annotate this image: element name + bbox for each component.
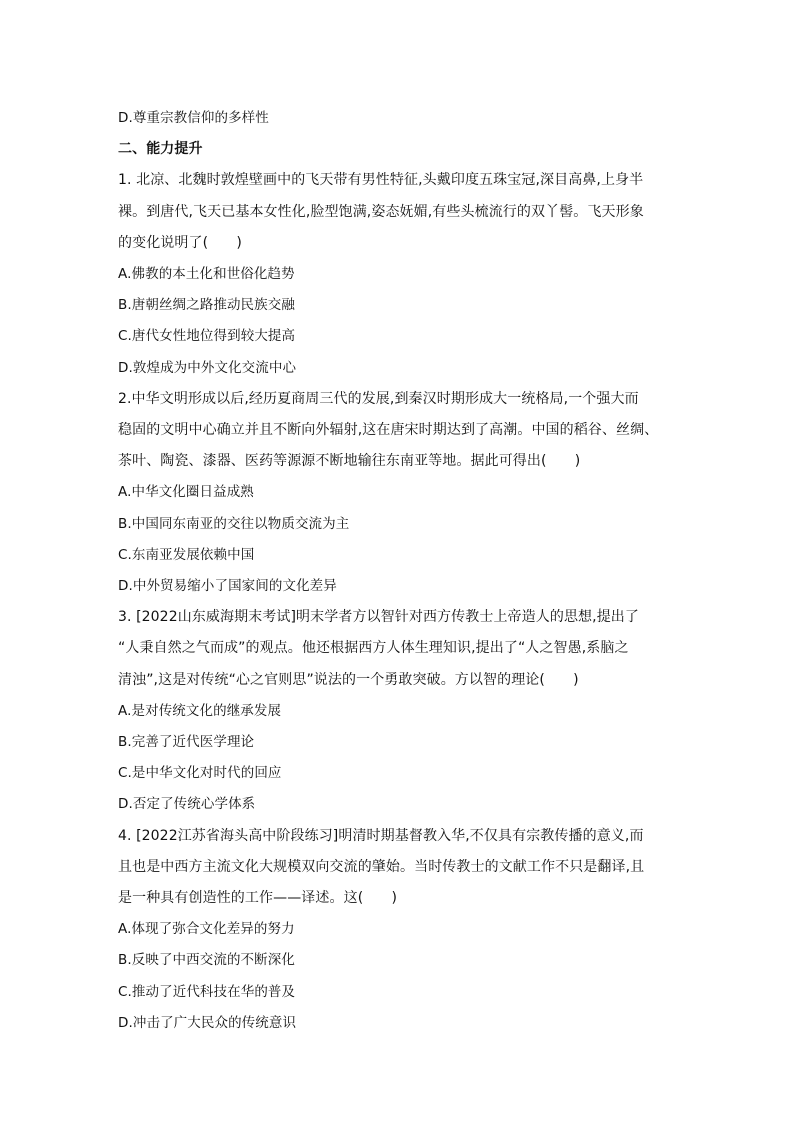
question-2-option-d: D.中外贸易缩小了国家间的文化差异 xyxy=(118,578,337,595)
question-4-stem-line-3: 是一种具有创造性的工作——译述。这( ) xyxy=(118,890,398,907)
question-4-option-c: C.推动了近代科技在华的普及 xyxy=(118,983,296,1000)
question-1-stem-line-1: 1. 北凉、北魏时敦煌壁画中的飞天带有男性特征,头戴印度五珠宝冠,深目高鼻,上身半 xyxy=(118,172,644,189)
question-3-option-c: C.是中华文化对时代的回应 xyxy=(118,765,282,782)
question-2-option-c: C.东南亚发展依赖中国 xyxy=(118,546,255,563)
question-1-option-d: D.敦煌成为中外文化交流中心 xyxy=(118,359,297,376)
question-1 xyxy=(118,165,688,383)
document-page xyxy=(118,103,688,1039)
question-3-option-d: D.否定了传统心学体系 xyxy=(118,796,256,813)
question-1-option-c: C.唐代女性地位得到较大提高 xyxy=(118,328,296,345)
question-3-stem-line-2: “人秉自然之气而成”的观点。他还根据西方人体生理知识,提出了“人之智愚,系脑之 xyxy=(118,640,629,657)
question-1-option-a: A.佛教的本土化和世俗化趋势 xyxy=(118,266,295,283)
previous-option-d: D.尊重宗教信仰的多样性 xyxy=(118,110,269,126)
question-3-option-a: A.是对传统文化的继承发展 xyxy=(118,702,282,719)
question-4-option-a: A.体现了弥合文化差异的努力 xyxy=(118,921,295,938)
question-4 xyxy=(118,821,688,1039)
question-2-stem-line-1: 2.中华文明形成以后,经历夏商周三代的发展,到秦汉时期形成大一统格局,一个强大而 xyxy=(118,390,639,407)
question-4-stem-line-2: 且也是中西方主流文化大规模双向交流的肇始。当时传教士的文献工作不只是翻译,且 xyxy=(118,858,645,875)
question-3-stem-line-1: 3. [2022山东威海期末考试]明末学者方以智针对西方传教士上帝造人的思想,提出了 xyxy=(118,609,640,626)
question-3-stem-line-3: 清浊”,这是对传统“心之官则思”说法的一个勇敢突破。方以智的理论( ) xyxy=(118,671,579,688)
question-2-stem-line-2: 稳固的文明中心确立并且不断向外辐射,这在唐宋时期达到了高潮。中国的稻谷、丝绸、 xyxy=(118,422,659,439)
question-2-stem-line-3: 茶叶、陶瓷、漆器、医药等源源不断地输往东南亚等地。据此可得出( ) xyxy=(118,453,581,470)
question-4-stem-line-1: 4. [2022江苏省海头高中阶段练习]明清时期基督教入华,不仅具有宗教传播的意义,而 xyxy=(118,827,644,844)
question-3 xyxy=(118,602,688,820)
question-2-option-b: B.中国同东南亚的交往以物质交流为主 xyxy=(118,515,350,532)
question-1-stem-line-3: 的变化说明了( ) xyxy=(118,234,242,251)
question-1-option-b: B.唐朝丝绸之路推动民族交融 xyxy=(118,297,295,314)
question-2 xyxy=(118,384,688,602)
section-heading: 二、能力提升 xyxy=(118,141,203,158)
question-3-option-b: B.完善了近代医学理论 xyxy=(118,734,255,751)
question-4-option-d: D.冲击了广大民众的传统意识 xyxy=(118,1014,297,1031)
question-2-option-a: A.中华文化圈日益成熟 xyxy=(118,484,254,501)
question-1-stem-line-2: 裸。到唐代,飞天已基本女性化,脸型饱满,姿态妩媚,有些头梳流行的双丫髻。飞天形象 xyxy=(118,203,644,220)
question-4-option-b: B.反映了中西交流的不断深化 xyxy=(118,952,295,969)
